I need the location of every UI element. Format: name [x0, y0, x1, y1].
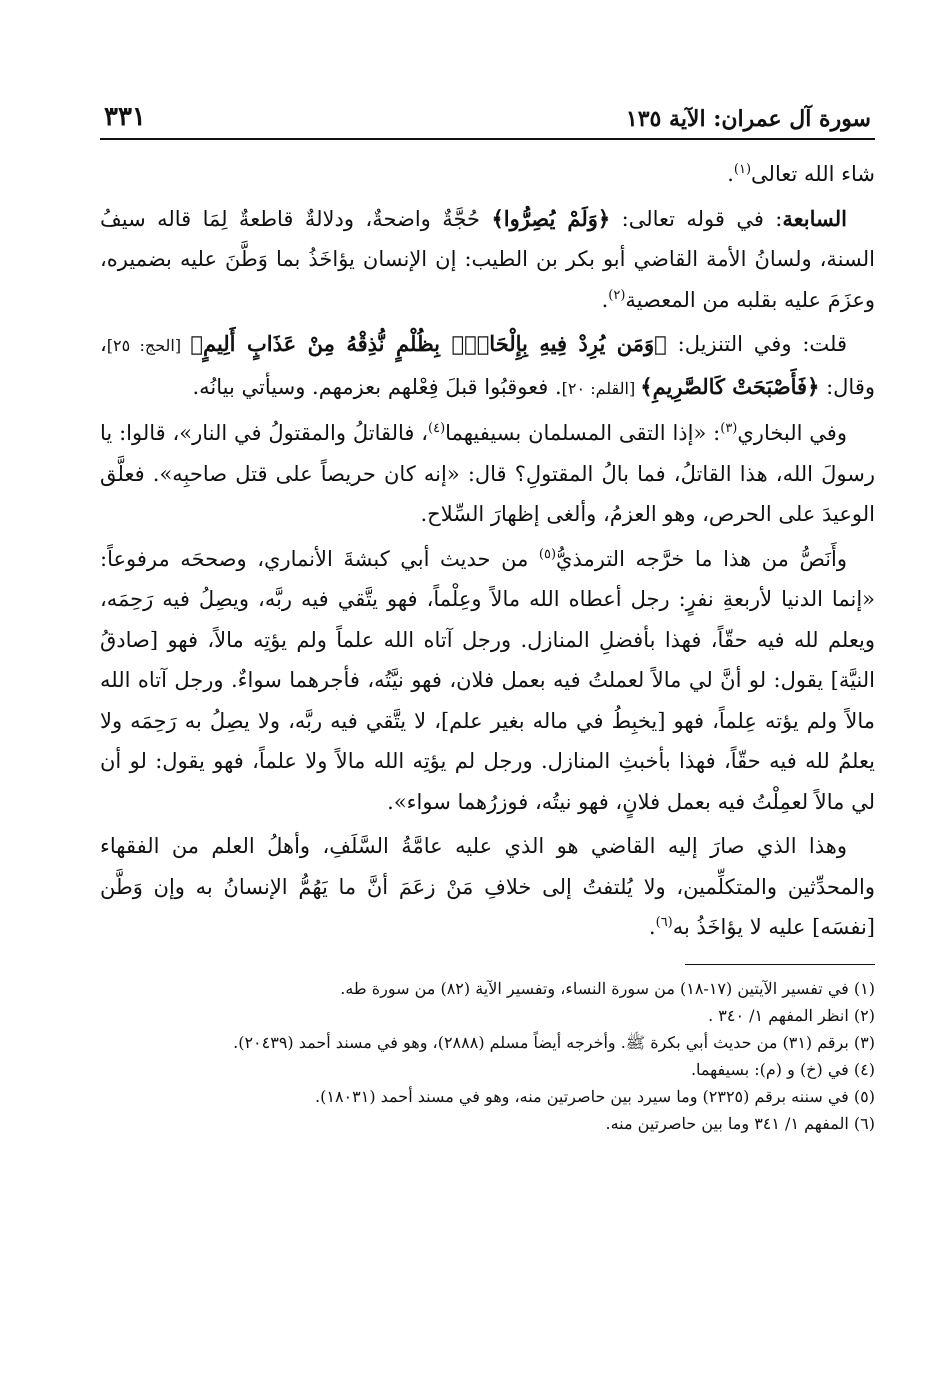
- paragraph-3: [100, 324, 875, 409]
- footnote-2: (٢) انظر المفهم ١/ ٣٤٠ .: [708, 1005, 875, 1025]
- footnote-6: (٦) المفهم ١/ ٣٤١ وما بين حاصرتين منه.: [605, 1113, 875, 1133]
- quran-verse: ﴿وَلَمْ يُصِرُّوا﴾: [491, 205, 611, 231]
- paragraph-6: [100, 826, 875, 948]
- paragraph-text: : «إذا التقى المسلمان بسيفيهما: [445, 421, 721, 445]
- footnote-3: (٣) برقم (٣١) من حديث أبي بكرة ﷺ. وأخرجه أيضاً مسلم (٢٨٨٨)، وهو في مسند أحمد (٢٠٤٣٩).: [233, 1032, 875, 1052]
- main-text: [100, 154, 875, 948]
- quran-verse: ﴿فَأَصْبَحَتْ كَالصَّرِيمِ﴾: [640, 373, 820, 399]
- footnote-4: (٤) في (خ) و (م): بسيفهما.: [690, 1059, 875, 1079]
- paragraph-4: [100, 413, 875, 535]
- paragraph-text: : في قوله تعالى:: [610, 206, 783, 231]
- quran-verse: ﴿وَمَن يُرِدْ فِيهِ بِإِلْحَادٍۭ بِظُلْمٍ نُّذِقْهُ مِنْ عَذَابٍ أَلِيمٍ﴾: [190, 331, 667, 356]
- footnote-ref: (٢): [608, 287, 626, 303]
- verse-citation: [الحج: ٢٥]: [106, 336, 191, 355]
- paragraph-text: ، وقال:: [100, 332, 875, 399]
- footnote-separator: [685, 964, 875, 965]
- paragraph-text: من حديث أبي كبشةَ الأنماري، وصححَه مرفوعاً: «إنما الدنيا لأربعةِ نفرٍ: رجل أعطاه الله مالاً وعِلْماً، فهو يتَّقي فيه ربَّه، ويصِلُ فيه رَحِمَه، ويعلم لله فيه حقّاً، فهذا بأفضلِ المنازل. ورجل آتاه الله علماً ولم يؤتِه مالاً، فهو [صادقُ النيَّة] يقول: لو أنَّ لي مالاً لعملتُ فيه بعمل فلان، فهو نيَّتُه، فأجرهما سواءٌ. ورجل آتاه الله مالاً ولم يؤته عِلماً، فهو [يخبِطُ في ماله بغير علم]، لا يتَّقي فيه ربَّه، ولا يصِلُ به رَحِمَه ولا يعلمُ لله فيه حقّاً، فهذا بأخبثِ المنازل. ورجل لم يؤتِه الله مالاً ولا علماً، فهو يقول: لو أن لي مالاً لعمِلْتُ فيه بعمل فلانٍ، فهو نيتُه، فوزرُهما سواء».: [100, 546, 875, 814]
- footnote-ref: (٥): [538, 546, 557, 562]
- page-number: ٣٣١: [104, 102, 146, 132]
- footnote-ref: (١): [733, 162, 752, 177]
- paragraph-text: . فعوقبُوا قبلَ فِعْلهم بعزمهم. وسيأتي بيانُه.: [192, 374, 562, 399]
- running-title: سورة آل عمران: الآية ١٣٥: [625, 106, 871, 132]
- section-lead: السابعة: [782, 205, 847, 231]
- paragraph-text: حُجَّةٌ واضحةٌ، ودلالةٌ قاطعةٌ لِمَا قاله سيفُ السنة، ولسانُ الأمة القاضي أبو بكر بن الطيب: إن الإنسان يؤاخَذُ بما وَطَّنَ عليه بضميره، وعزَمَ عليه بقلبه من المعصية: [100, 206, 875, 312]
- page-header: [100, 100, 875, 140]
- footnote-ref: (٣): [720, 421, 738, 436]
- footnote-ref: (٤): [428, 421, 446, 436]
- paragraph-1: [100, 154, 875, 195]
- paragraph-text: .: [648, 915, 656, 939]
- paragraph-2: [100, 199, 875, 321]
- paragraph-text: .: [601, 287, 609, 312]
- book-page: [100, 100, 875, 1360]
- paragraph-text: ، فالقاتلُ والمقتولُ في النار»، قالوا: يا رسولَ الله، هذا القاتلُ، فما بالُ المقتولِ؟ قال: «إنه كان حريصاً على قتل صاحبِه». فعلَّق الوعيدَ على الحرص، وهو العزمُ، وألغى إظهارَ السِّلاح.: [100, 421, 875, 526]
- paragraph-5: [100, 539, 875, 823]
- paragraph-text: شاء الله تعالى: [751, 162, 875, 186]
- paragraph-text: وأَنَصُّ من هذا ما خرَّجه الترمذيُّ: [556, 546, 847, 571]
- footnote-ref: (٦): [655, 915, 673, 930]
- paragraph-text: .: [727, 162, 734, 186]
- paragraph-text: وهذا الذي صارَ إليه القاضي هو الذي عليه عامَّةُ السَّلَفِ، وأهلُ العلم من الفقهاء والمحدِّثين والمتكلِّمين، ولا يُلتفتُ إلى خلافِ مَنْ زعَمَ أنَّ ما يَهُمُّ الإنسانُ به وإن وَطَّن [نفسَه] عليه لا يؤاخَذُ به: [100, 834, 875, 939]
- footnotes: [100, 975, 875, 1137]
- footnote-1: (١) في تفسير الآيتين (١٧-١٨) من سورة النساء، وتفسير الآية (٨٢) من سورة طه.: [340, 978, 875, 998]
- paragraph-text: وفي البخاري: [737, 421, 847, 445]
- footnote-5: (٥) في سننه برقم (٢٣٢٥) وما سيرد بين حاصرتين منه، وهو في مسند أحمد (١٨٠٣١).: [315, 1086, 875, 1106]
- verse-citation: [القلم: ٢٠]: [561, 378, 641, 398]
- paragraph-text: قلت: وفي التنزيل:: [666, 332, 848, 356]
